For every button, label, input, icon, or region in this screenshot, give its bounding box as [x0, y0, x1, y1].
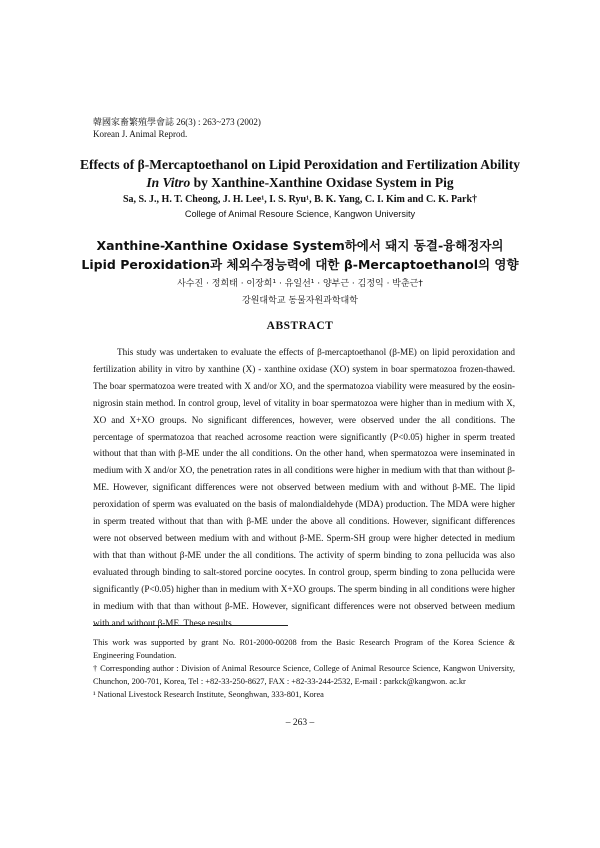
- title-korean: [50, 236, 550, 274]
- title-en-rest: by Xanthine-Xanthine Oxidase System in Pig: [190, 175, 454, 190]
- journal-header: [93, 116, 261, 140]
- journal-abbrev: Korean J. Animal Reprod.: [93, 129, 188, 139]
- journal-citation: 韓國家畜繁殖學會誌 26(3) : 263~273 (2002): [93, 117, 261, 127]
- authors-korean: 사수진 · 정희태 · 이장희¹ · 유일선¹ · 양부근 · 김정익 · 박춘근†: [177, 279, 423, 289]
- footnote-corresponding: † Corresponding author : Division of Animal Resource Science, College of Animal Resource Science, Kangwon University, Chunchon, 200-701, Korea, Tel : +82-33-250-8627, FAX : +82-33-244-2532, E-mail : parkck@kangwon. ac.kr: [93, 664, 515, 686]
- page-number: – 263 –: [285, 718, 315, 728]
- title-ko-line2: Lipid Peroxidation과 체외수정능력에 대한 β-Mercaptoethanol의 영향: [81, 257, 519, 272]
- affiliation-korean: 강원대학교 동물자원과학대학: [242, 296, 358, 306]
- footnotes: [93, 636, 515, 701]
- abstract-body: [93, 344, 515, 631]
- abstract-heading: ABSTRACT: [266, 320, 334, 332]
- title-en-line2: [60, 174, 540, 192]
- authors-english: Sa, S. J., H. T. Cheong, J. H. Lee¹, I. S. Ryu¹, B. K. Yang, C. I. Kim and C. K. Park†: [122, 194, 478, 205]
- title-english: [60, 156, 540, 192]
- affiliation-english: College of Animal Resoure Science, Kangwon University: [184, 209, 416, 219]
- title-en-italic: In Vitro: [146, 175, 191, 190]
- footnote-affiliation: ¹ National Livestock Research Institute, Seonghwan, 333-801, Korea: [93, 690, 324, 699]
- title-ko-line1: Xanthine-Xanthine Oxidase System하에서 돼지 동결-융해정자의: [96, 238, 504, 253]
- footnote-funding: This work was supported by grant No. R01-2000-00208 from the Basic Research Program of the Korea Science & Engineering Foundation.: [93, 638, 515, 660]
- title-en-line1: Effects of β-Mercaptoethanol on Lipid Peroxidation and Fertilization Ability: [79, 157, 521, 172]
- footnote-divider: [93, 625, 288, 626]
- abstract-paragraph: This study was undertaken to evaluate the effects of β-mercaptoethanol (β-ME) on lipid peroxidation and fertilization ability in vitro by xanthine (X) - xanthine oxidase (XO) system in boar spermatozoa frozen-thawed. The boar spermatozoa were treated with X and/or XO, and the spermatozoa viability were measured by the eosin-nigrosin stain method. In control group, level of vitality in boar spermatozoa were higher than in medium with X, XO and X+XO groups. No significant differences, however, were observed under the all conditions. The percentage of spermatozoa that reached acrosome reaction were significantly (P<0.05) higher in sperm treated without that than with β-ME under the all conditions. On the other hand, when spermatozoa were inseminated in medium with X and/or XO, the penetration rates in all conditions were higher in medium with that than without β-ME. However, significant differences were not observed between medium with and without β-ME. The lipid peroxidation of sperm was evaluated on the basis of malondialdehyde (MDA) production. The MDA were higher in sperm treated without that than with β-ME under the above all conditions. However, significant differences were not observed between medium with and without β-ME. Sperm-SH group were higher detected in medium with that than without β-ME under the all conditions. The activity of sperm binding to zona pellucida was also evaluated through binding to salt-stored porcine oocytes. In control group, sperm binding to zona pellucida were significantly (P<0.05) higher than in medium with X+XO groups. The sperm binding in all conditions were higher in medium with that than without β-ME. However, significant differences were not observed between medium with and without β-ME. These results: [93, 347, 515, 628]
